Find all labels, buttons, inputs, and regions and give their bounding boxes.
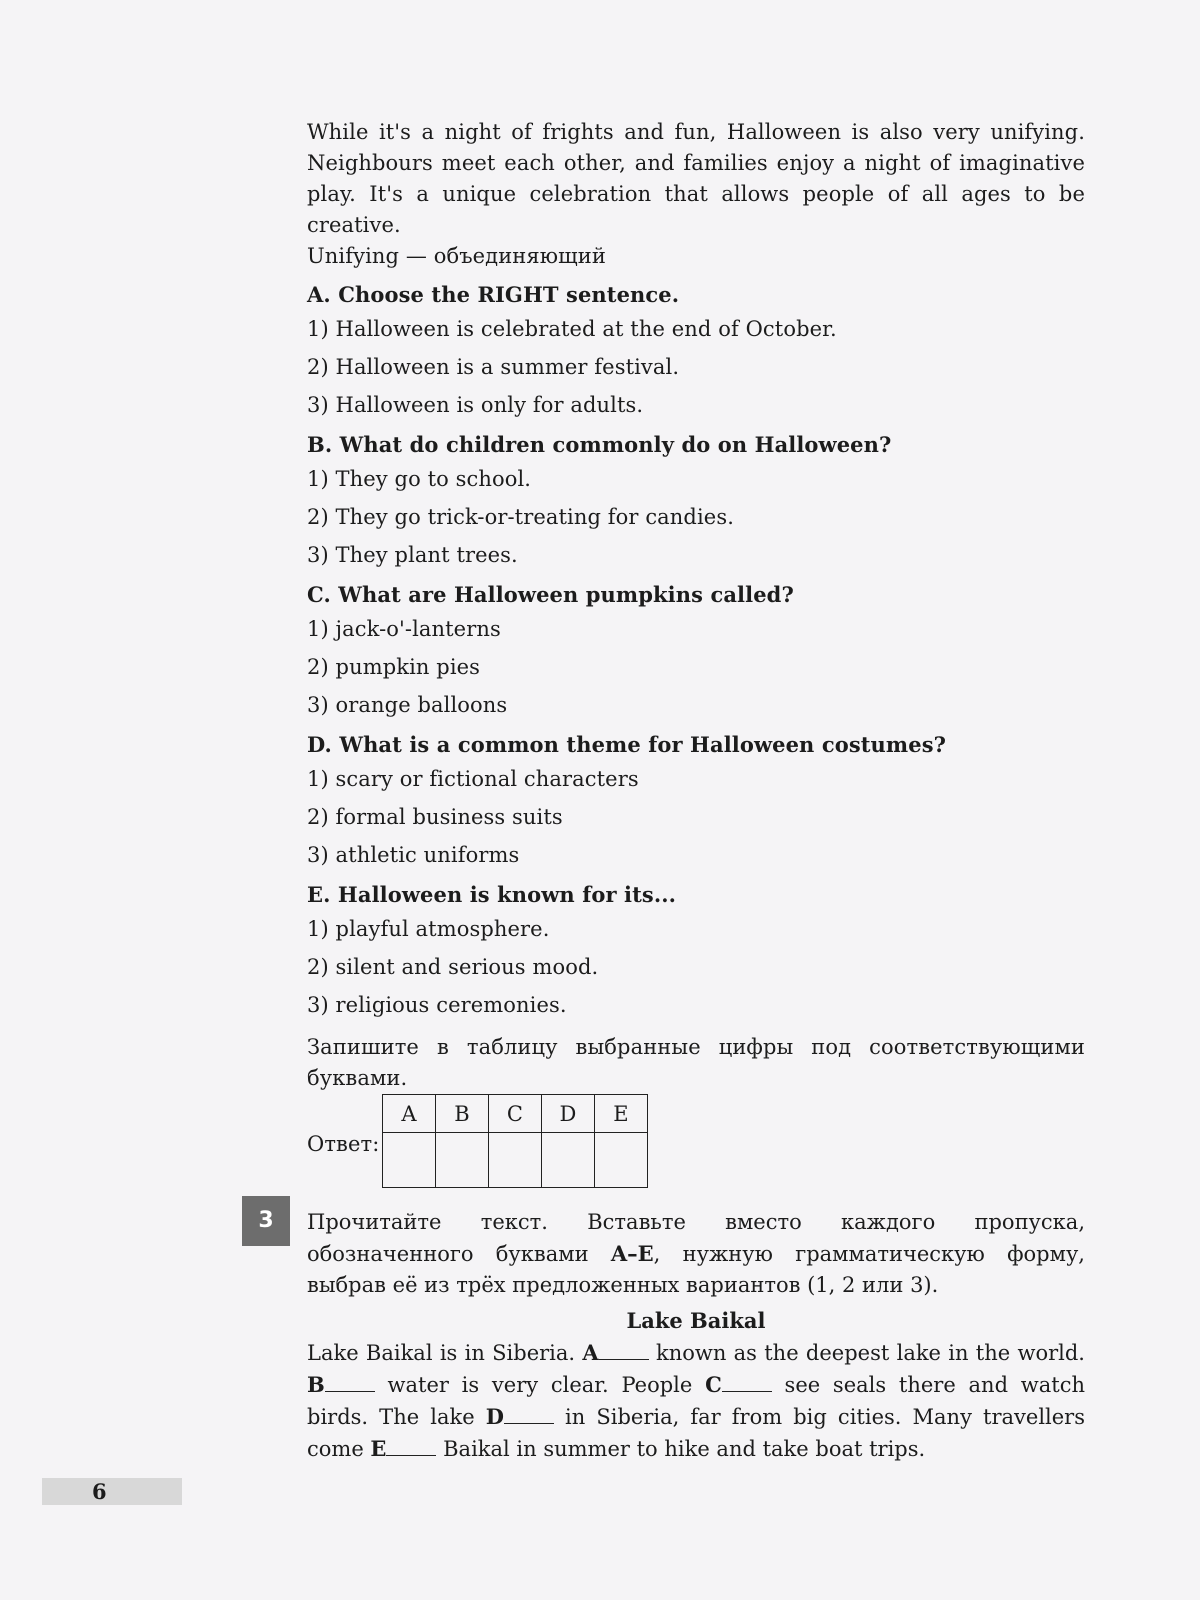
answer-column-e: E: [595, 1095, 648, 1133]
answer-cell-c[interactable]: [489, 1133, 542, 1188]
question-title: C. What are Halloween pumpkins called?: [307, 582, 794, 607]
question-d: [307, 732, 1085, 868]
passage-sentence: Lake Baikal is in Siberia.: [307, 1341, 583, 1365]
answer-table: [382, 1094, 648, 1188]
answer-label: Ответ:: [307, 1132, 380, 1156]
answer-option: 3) Halloween is only for adults.: [307, 393, 644, 417]
instruction-letters: A–E: [610, 1241, 654, 1266]
answer-column-c: C: [489, 1095, 542, 1133]
answer-option: 3) They plant trees.: [307, 543, 518, 567]
answer-option: 3) religious ceremonies.: [307, 993, 567, 1017]
gap-blank[interactable]: [722, 1373, 772, 1392]
answer-option: 1) Halloween is celebrated at the end of October.: [307, 317, 837, 341]
answer-block: [307, 1094, 1085, 1194]
gap-letter-d: D: [485, 1404, 504, 1429]
question-b: [307, 432, 1085, 568]
gap-letter-a: A: [582, 1340, 599, 1365]
page-number: 6: [92, 1479, 107, 1504]
answer-option: 3) orange balloons: [307, 693, 508, 717]
page-number-bar: [42, 1478, 182, 1505]
answer-option: 1) playful atmosphere.: [307, 917, 550, 941]
gap-blank[interactable]: [325, 1373, 375, 1392]
answer-cell-a[interactable]: [383, 1133, 436, 1188]
passage-text: [307, 1337, 1085, 1465]
gap-blank[interactable]: [504, 1405, 554, 1424]
answer-column-d: D: [542, 1095, 595, 1133]
question-c: [307, 582, 1085, 718]
answer-table-inputs: [383, 1133, 648, 1188]
answer-option: 1) jack-o'-lanterns: [307, 617, 501, 641]
table-instruction: Запишите в таблицу выбранные цифры под соответствующими буквами.: [307, 1035, 1085, 1090]
passage-title: Lake Baikal: [626, 1308, 766, 1333]
question-e: [307, 882, 1085, 1018]
passage-sentence: known as the deepest lake in the world.: [648, 1341, 1085, 1365]
gap-letter-c: C: [705, 1372, 722, 1397]
exercise-2-content: [307, 117, 1085, 1194]
question-title: A. Choose the RIGHT sentence.: [307, 282, 680, 307]
gap-blank[interactable]: [599, 1341, 649, 1360]
task-instruction: [307, 1207, 1085, 1301]
answer-cell-b[interactable]: [436, 1133, 489, 1188]
passage-sentence: Baikal in summer to hike and take boat trips.: [436, 1437, 926, 1461]
answer-column-b: B: [436, 1095, 489, 1133]
answer-option: 2) Halloween is a summer festival.: [307, 355, 680, 379]
instruction-part: Прочитайте текст. Вставьте вместо каждого пропуска, обозначенного буквами: [307, 1210, 1085, 1266]
answer-column-a: A: [383, 1095, 436, 1133]
passage-sentence: in Siberia, far from big cities. Many travellers come: [307, 1405, 1086, 1461]
task-number-badge: 3: [242, 1196, 290, 1246]
answer-option: 1) They go to school.: [307, 467, 532, 491]
answer-option: 2) They go trick-or-treating for candies.: [307, 505, 734, 529]
answer-option: 2) pumpkin pies: [307, 655, 481, 679]
instruction-part: , нужную грамматическую форму, выбрав её из трёх предложенных вариантов (1, 2 или 3).: [307, 1242, 1085, 1297]
gap-letter-b: B: [307, 1372, 325, 1397]
exercise-3-content: [307, 1207, 1085, 1465]
vocabulary-gloss: Unifying — объединяющий: [307, 244, 606, 268]
answer-cell-d[interactable]: [542, 1133, 595, 1188]
reading-text: [307, 117, 1085, 272]
answer-cell-e[interactable]: [595, 1133, 648, 1188]
passage-sentence: water is very clear. People: [374, 1373, 706, 1397]
question-a: [307, 282, 1085, 418]
question-title: E. Halloween is known for its...: [307, 882, 677, 907]
question-title: B. What do children commonly do on Halloween?: [307, 432, 892, 457]
gap-letter-e: E: [370, 1436, 387, 1461]
answer-option: 2) formal business suits: [307, 805, 563, 829]
answer-option: 3) athletic uniforms: [307, 843, 520, 867]
question-title: D. What is a common theme for Halloween costumes?: [307, 732, 947, 757]
passage-sentence: see seals there and watch birds. The lake: [307, 1373, 1085, 1429]
gap-blank[interactable]: [386, 1437, 436, 1456]
answer-option: 1) scary or fictional characters: [307, 767, 639, 791]
answer-table-header: [383, 1095, 648, 1133]
reading-paragraph: While it's a night of frights and fun, Halloween is also very unifying. Neighbours meet each other, and families enjoy a night of imaginative play. It's a unique celebration that allows people of all ages to be creative.: [307, 120, 1085, 237]
answer-option: 2) silent and serious mood.: [307, 955, 599, 979]
